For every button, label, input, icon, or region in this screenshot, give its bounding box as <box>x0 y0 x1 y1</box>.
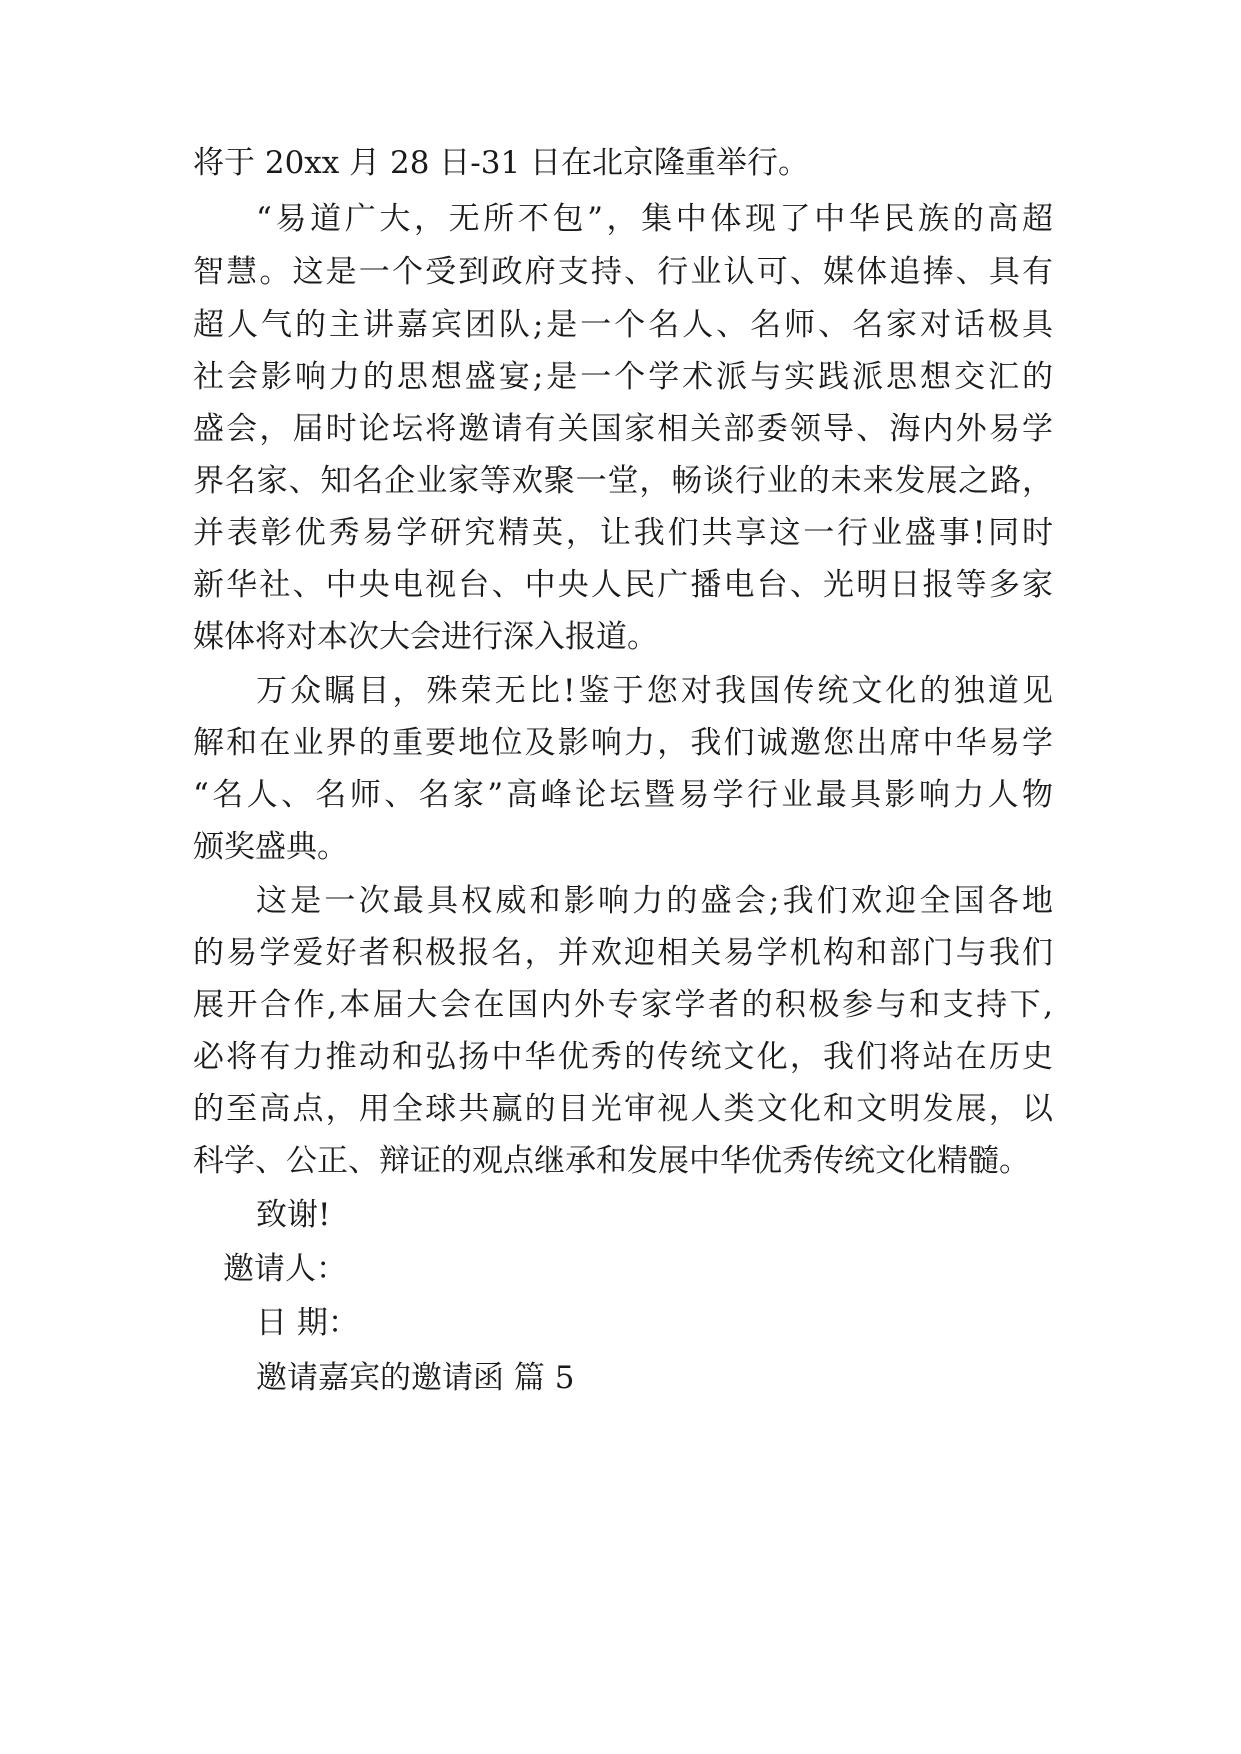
date-label: 日 期： <box>256 1305 359 1341</box>
inviter-label: 邀请人： <box>223 1251 347 1287</box>
paragraph-line: 超人气的主讲嘉宾团队;是一个名人、名师、名家对话极具 <box>193 307 1053 343</box>
next-section-heading: 邀请嘉宾的邀请函 篇 5 <box>256 1360 575 1396</box>
paragraph-line: 万众瞩目，殊荣无比!鉴于您对我国传统文化的独道见 <box>256 673 1053 709</box>
paragraph-line: 盛会，届时论坛将邀请有关国家相关部委领导、海内外易学 <box>193 411 1053 447</box>
paragraph-line: 解和在业界的重要地位及影响力，我们诚邀您出席中华易学 <box>193 725 1053 761</box>
paragraph-line: 界名家、知名企业家等欢聚一堂，畅谈行业的未来发展之路， <box>193 463 1053 499</box>
paragraph-line: 的至高点，用全球共赢的目光审视人类文化和文明发展，以 <box>193 1091 1053 1127</box>
paragraph-line: “易道广大，无所不包”，集中体现了中华民族的高超 <box>256 201 1053 237</box>
paragraph-line: 必将有力推动和弘扬中华优秀的传统文化，我们将站在历史 <box>193 1039 1053 1075</box>
paragraph-line: 新华社、中央电视台、中央人民广播电台、光明日报等多家 <box>193 567 1053 603</box>
paragraph-line: 将于 20xx 月 28 日-31 日在北京隆重举行。 <box>193 145 810 181</box>
paragraph-line: 社会影响力的思想盛宴;是一个学术派与实践派思想交汇的 <box>193 359 1053 395</box>
paragraph-line: “名人、名师、名家”高峰论坛暨易学行业最具影响力人物 <box>193 777 1053 813</box>
paragraph-line: 的易学爱好者积极报名，并欢迎相关易学机构和部门与我们 <box>193 935 1053 971</box>
paragraph-line: 智慧。这是一个受到政府支持、行业认可、媒体追捧、具有 <box>193 254 1053 290</box>
paragraph-line: 媒体将对本次大会进行深入报道。 <box>193 619 658 655</box>
closing-thanks: 致谢! <box>256 1197 331 1233</box>
paragraph-line: 科学、公正、辩证的观点继承和发展中华优秀传统文化精髓。 <box>193 1143 1030 1179</box>
paragraph-line: 并表彰优秀易学研究精英，让我们共享这一行业盛事!同时 <box>193 515 1053 551</box>
paragraph-line: 展开合作,本届大会在国内外专家学者的积极参与和支持下, <box>193 987 1053 1023</box>
paragraph-line: 这是一次最具权威和影响力的盛会;我们欢迎全国各地 <box>256 883 1053 919</box>
paragraph-line: 颁奖盛典。 <box>193 829 348 865</box>
